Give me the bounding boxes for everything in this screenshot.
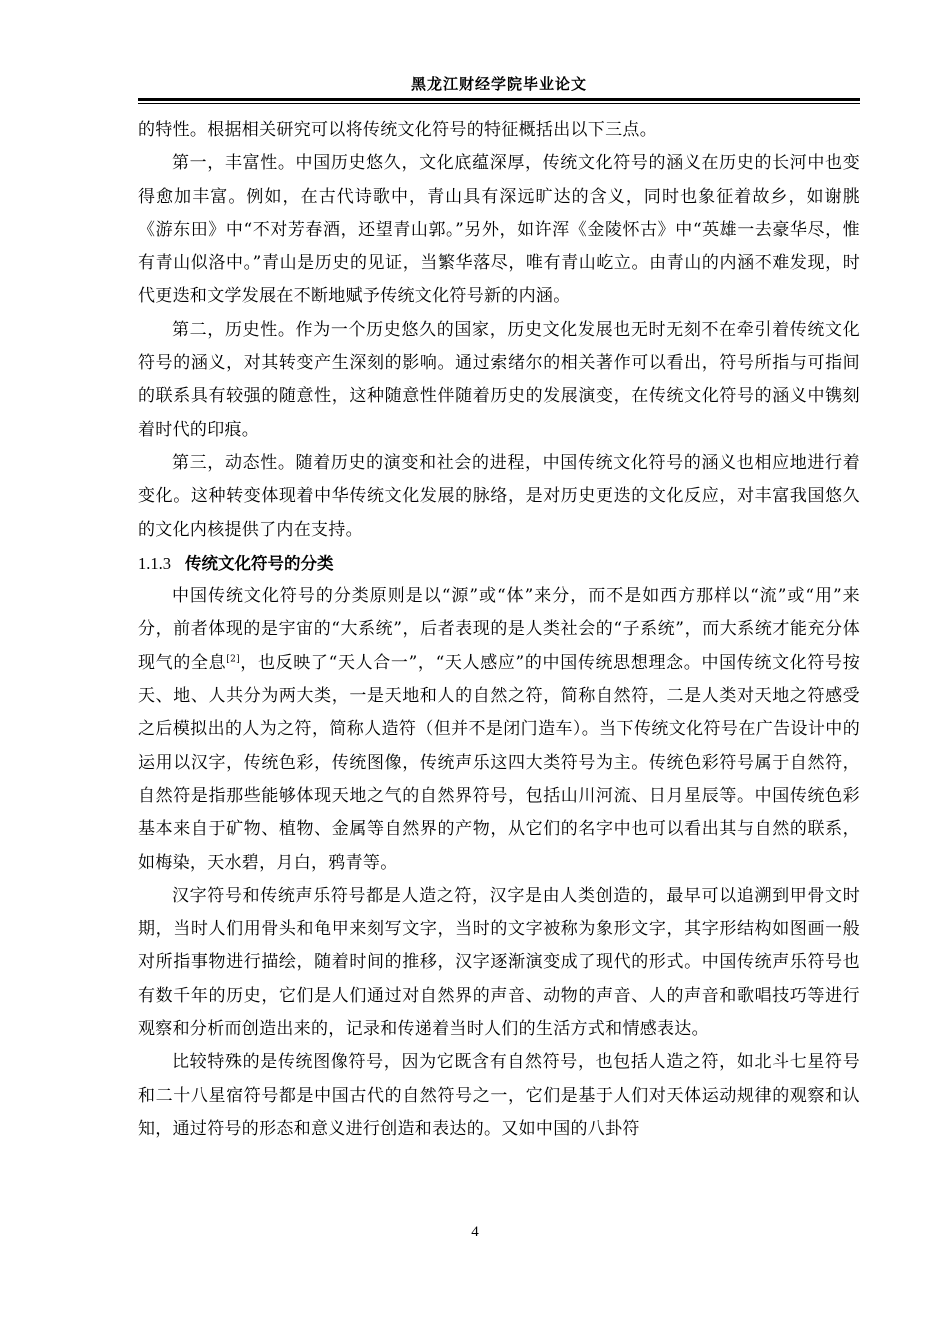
page-header-title: 黑龙江财经学院毕业论文 [410, 75, 587, 93]
section-title: 传统文化符号的分类 [185, 553, 334, 573]
paragraph-chinese-characters: 汉字符号和传统声乐符号都是人造之符，汉字是由人类创造的，最早可以追溯到甲骨文时期，当时人们用骨头和龟甲来刻写文字，当时的文字被称为象形文字，其字形结构如图画一般对所指事物进行描绘，随着时间的推移，汉字逐渐演变成了现代的形式。中国传统声乐符号也有数千年的历史，它们是人们通过对自然界的声音、动物的声音、人的声音和歌唱技巧等进行观察和分析而创造出来的，记录和传递着当时人们的生活方式和情感表达。 [138, 885, 860, 1040]
paragraph-richness: 第一，丰富性。中国历史悠久，文化底蕴深厚，传统文化符号的涵义在历史的长河中也变得愈加丰富。例如，在古代诗歌中，青山具有深远旷达的含义，同时也象征着故乡，如谢朓《游东田》中“不对芳春酒，还望青山郭。”另外，如许浑《金陵怀古》中“英雄一去豪华尽，惟有青山似洛中。”青山是历史的见证，当繁华落尽，唯有青山屹立。由青山的内涵不难发现，时代更迭和文学发展在不断地赋予传统文化符号新的内涵。 [138, 153, 860, 307]
paragraph-continuation: 的特性。根据相关研究可以将传统文化符号的特征概括出以下三点。 [138, 120, 657, 140]
paragraph-historicity: 第二，历史性。作为一个历史悠久的国家，历史文化发展也无时无刻不在牵引着传统文化符号的涵义，对其转变产生深刻的影响。通过索绪尔的相关著作可以看出，符号所指与可指间的联系具有较强的随意性，这种随意性伴随着历史的发展演变，在传统文化符号的涵义中镌刻着时代的印痕。 [138, 319, 860, 440]
paragraph-classification-part2: ，也反映了“天人合一”，“天人感应”的中国传统思想理念。中国传统文化符号按天、地、人共分为两大类，一是天地和人的自然之符，简称自然符，二是人类对天地之符感受之后模拟出的人为之符，简称人造符（但并不是闭门造车）。当下传统文化符号在广告设计中的运用以汉字，传统色彩，传统图像，传统声乐这四大类符号为主。传统色彩符号属于自然符，自然符是指那些能够体现天地之气的自然界符号，包括山川河流、日月星辰等。中国传统色彩基本来自于矿物、植物、金属等自然界的产物，从它们的名字中也可以看出其与自然的联系，如梅染，天水碧，月白，鸦青等。 [138, 652, 861, 873]
paragraph-dynamism: 第三，动态性。随着历史的演变和社会的进程，中国传统文化符号的涵义也相应地进行着变化。这种转变体现着中华传统文化发展的脉络，是对历史更迭的文化反应，对丰富我国悠久的文化内核提供了内在支持。 [138, 452, 860, 540]
paragraph-traditional-images: 比较特殊的是传统图像符号，因为它既含有自然符号，也包括人造之符，如北斗七星符号和二十八星宿符号都是中国古代的自然符号之一，它们是基于人们对天体运动规律的观察和认知，通过符号的形态和意义进行创造和表达的。又如中国的八卦符 [138, 1052, 860, 1139]
section-number: 1.1.3 [138, 553, 171, 573]
citation-marker: [2] [226, 654, 240, 665]
section-heading [138, 547, 860, 580]
header-rule-thin [138, 103, 860, 104]
paragraph-classification-part1: 中国传统文化符号的分类原则是以“源”或“体”来分，而不是如西方那样以“流”或“用”来分，前者体现的是宇宙的“大系统”，后者表现的是人类社会的“子系统”，而大系统才能充分体现气的全息 [138, 586, 860, 673]
header-rule-thick [138, 98, 860, 101]
body-text [138, 114, 860, 1146]
paragraph-classification [138, 580, 860, 880]
page-number: 4 [471, 1224, 479, 1240]
